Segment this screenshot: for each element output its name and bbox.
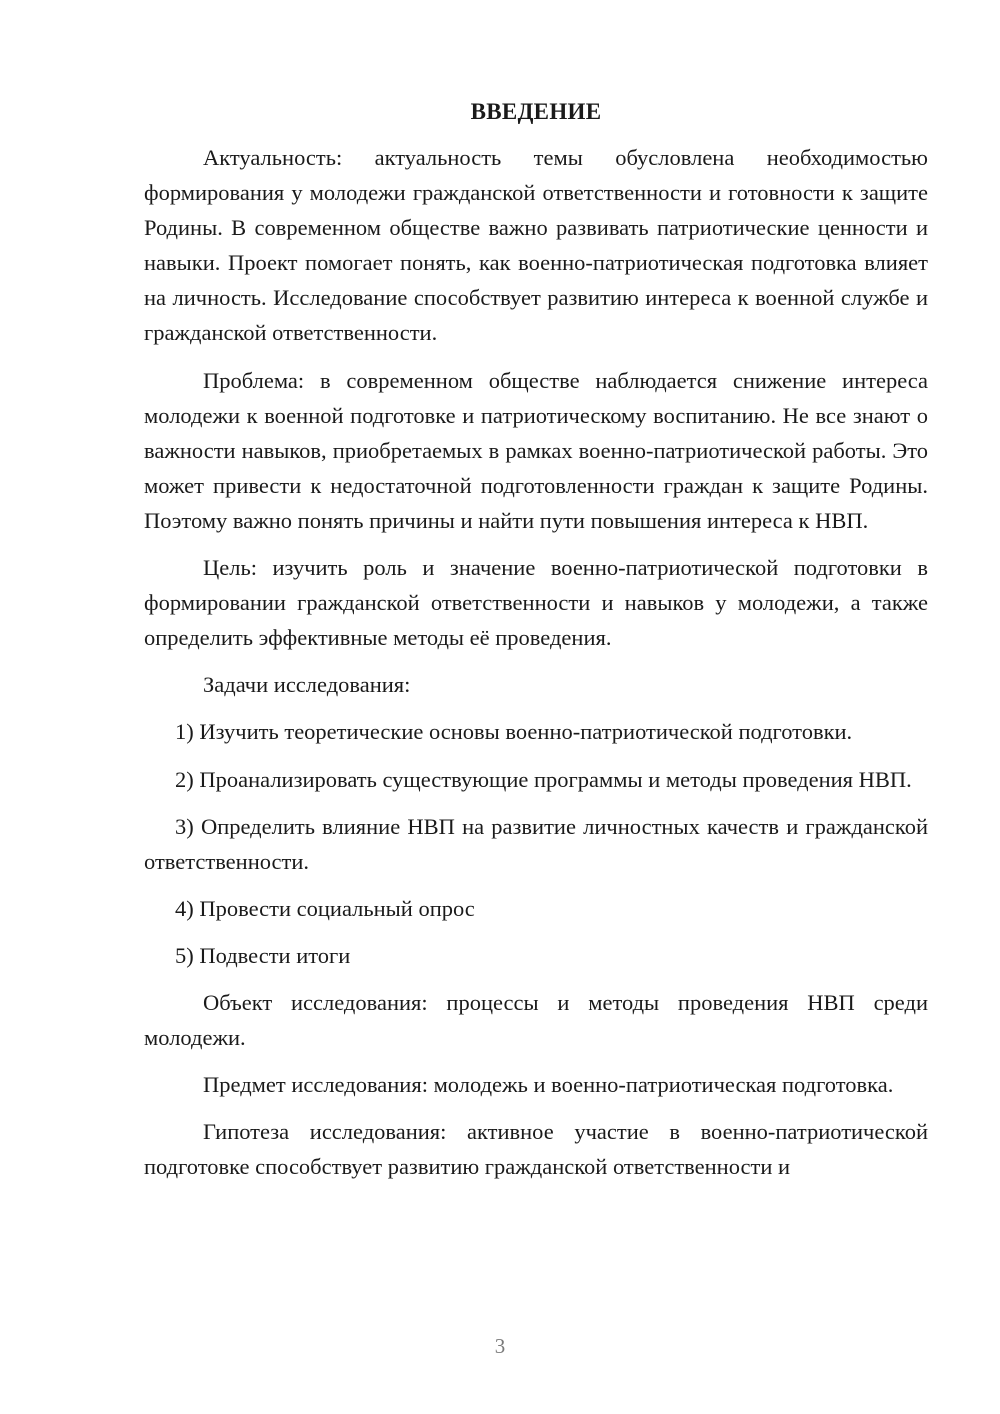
task-item-3: 3) Определить влияние НВП на развитие личностных качеств и гражданской ответственности. <box>144 813 928 874</box>
page-number: 3 <box>494 1334 506 1358</box>
section-title: ВВЕДЕНИЕ <box>470 99 602 124</box>
task-item-4: 4) Провести социальный опрос <box>175 895 475 921</box>
paragraph-problem: Проблема: в современном обществе наблюдается снижение интереса молодежи к военной подготовке и патриотическому воспитанию. Не все знают о важности навыков, приобретаемых в рамках военно-патриотической работы. Это может привести к недостаточной подготовленности граждан к защите Родины. Поэтому важно понять причины и найти пути повышения интереса к НВП. <box>144 367 928 533</box>
paragraph-tasks-heading: Задачи исследования: <box>203 672 411 698</box>
task-item-2: 2) Проанализировать существующие программы и методы проведения НВП. <box>175 766 912 792</box>
task-item-1: 1) Изучить теоретические основы военно-патриотической подготовки. <box>175 719 853 745</box>
paragraph-goal: Цель: изучить роль и значение военно-патриотической подготовки в формировании гражданской ответственности и навыков у молодежи, а также определить эффективные методы её проведения. <box>144 555 928 651</box>
task-item-5: 5) Подвести итоги <box>175 942 351 968</box>
paragraph-subject: Предмет исследования: молодежь и военно-патриотическая подготовка. <box>203 1072 894 1098</box>
paragraph-object: Объект исследования: процессы и методы проведения НВП среди молодежи. <box>144 989 928 1051</box>
paragraph-hypothesis: Гипотеза исследования: активное участие в военно-патриотической подготовке способствует развитию гражданской ответственности и <box>144 1119 928 1180</box>
document-page <box>144 94 928 1196</box>
paragraph-relevance: Актуальность: актуальность темы обусловлена необходимостью формирования у молодежи гражданской ответственности и готовности к защите Родины. В современном обществе важно развивать патриотические ценности и навыки. Проект помогает понять, как военно-патриотическая подготовка влияет на личность. Исследование способствует развитию интереса к военной службе и гражданской ответственности. <box>144 145 928 346</box>
